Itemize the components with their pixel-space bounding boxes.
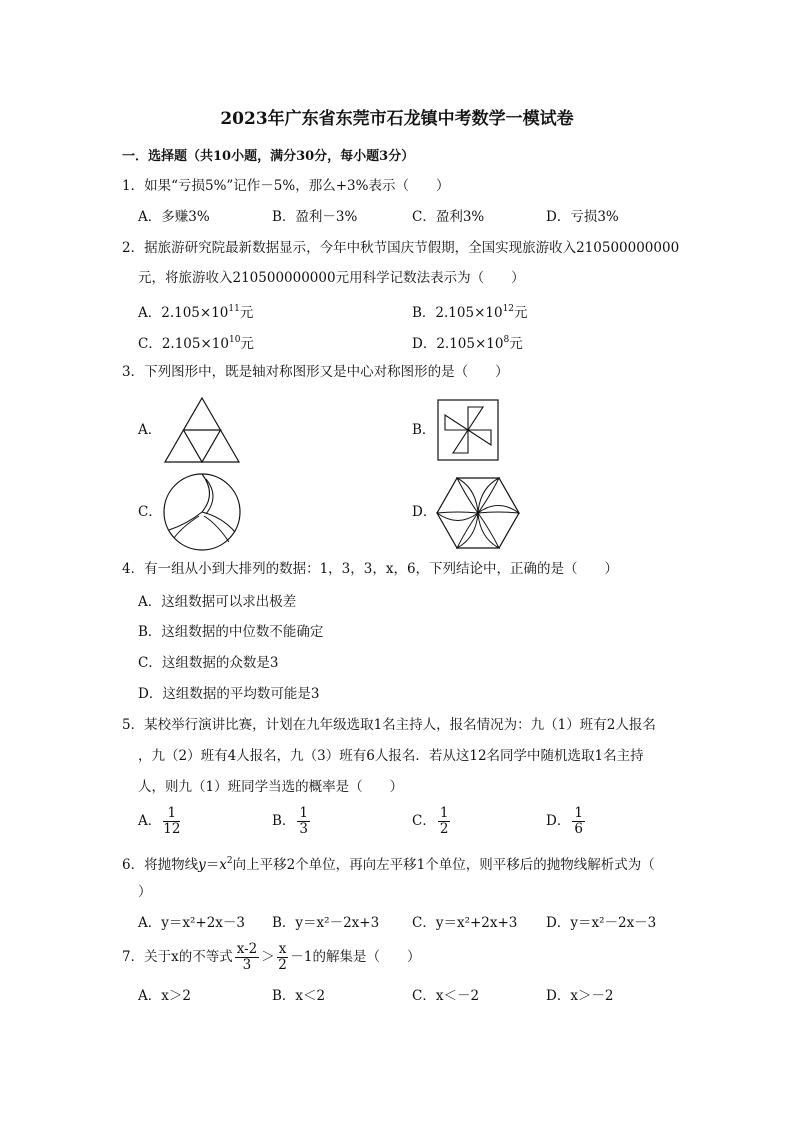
q2-option-a: A．$2.105\times 10^{11}$元 bbox=[138, 304, 254, 321]
q3-hexagon-flower-figure bbox=[436, 476, 520, 550]
question-5-stem-line-1: 5．某校举行演讲比赛，计划在九年级选取1名主持人，报名情况为：九（1）班有2人报名 bbox=[122, 717, 656, 733]
q5-option-d: D． $\frac{1}{6}$ bbox=[546, 805, 583, 837]
question-2-stem-line-2: 元，将旅游收入210500000000元用科学记数法表示为（ ） bbox=[138, 270, 525, 286]
question-1-stem: 1．如果“亏损5%”记作－5%，那么+3%表示（ ） bbox=[122, 178, 450, 194]
question-3-stem: 3．下列图形中，既是轴对称图形又是中心对称图形的是（ ） bbox=[122, 364, 509, 380]
q4-option-b: B．这组数据的中位数不能确定 bbox=[138, 624, 324, 640]
q1-option-b: B．盈利－3% bbox=[272, 209, 358, 225]
q1-option-d: D．亏损3% bbox=[546, 209, 619, 225]
q3-pinwheel-square-figure bbox=[437, 399, 499, 461]
q6-option-c: C．y＝x²+2x+3 bbox=[412, 915, 518, 931]
q6-option-d: D．y＝x²－2x－3 bbox=[546, 915, 657, 931]
q7-option-b: B．x＜2 bbox=[272, 988, 326, 1004]
q1-option-a: A．多赚3% bbox=[138, 209, 210, 225]
question-7-stem: 7．关于x的不等式 $\frac{x-2}{3}$ ＞ $\frac{x}{2}$ －1的解集是（ ） bbox=[122, 941, 421, 973]
q3-circle-blades-figure bbox=[162, 472, 242, 552]
q2-option-c: C．$2.105\times 10^{10}$元 bbox=[138, 335, 254, 352]
q4-option-d: D．这组数据的平均数可能是3 bbox=[138, 686, 320, 702]
question-5-stem-line-2: ，九（2）班有4人报名，九（3）班有6人报名．若从这12名同学中随机选取1名主持 bbox=[138, 748, 644, 764]
q7-fraction-right: $\frac{x}{2}$ bbox=[278, 941, 287, 973]
q5-option-c: C． $\frac{1}{2}$ bbox=[412, 805, 449, 837]
q4-option-a: A．这组数据可以求出极差 bbox=[138, 594, 297, 610]
question-4-stem: 4．有一组从小到大排列的数据：1，3，3，x，6，下列结论中，正确的是（ ） bbox=[122, 561, 619, 577]
question-6-stem-line-1: 6．将抛物线$y=x^2$向上平移2个单位，再向左平移1个单位，则平移后的抛物线解析式为（ bbox=[122, 856, 655, 873]
q3-triangle-figure bbox=[162, 395, 242, 465]
q7-option-c: C．x＜－2 bbox=[412, 988, 480, 1004]
q6-option-a: A．y＝x²+2x－3 bbox=[138, 915, 246, 931]
q3-option-b-label: B． bbox=[412, 422, 436, 438]
q4-option-c: C．这组数据的众数是3 bbox=[138, 655, 279, 671]
q2-option-d: D．$2.105\times 10^8$元 bbox=[412, 335, 523, 352]
q7-option-a: A．x＞2 bbox=[138, 988, 191, 1004]
question-2-stem-line-1: 2．据旅游研究院最新数据显示，今年中秋节国庆节假期，全国实现旅游收入210500000000 bbox=[122, 240, 680, 256]
section-heading: 一．选择题（共10小题，满分30分，每小题3分） bbox=[122, 149, 415, 164]
exam-title: 2023年广东省东莞市石龙镇中考数学一模试卷 bbox=[220, 109, 574, 129]
question-6-stem-line-2: ） bbox=[138, 884, 152, 900]
q2-option-b: B．$2.105\times 10^{12}$元 bbox=[412, 304, 528, 321]
q5-option-b: B． $\frac{1}{3}$ bbox=[272, 805, 309, 837]
q3-option-c-label: C． bbox=[138, 504, 162, 520]
q1-option-c: C．盈利3% bbox=[412, 209, 485, 225]
q3-option-d-label: D． bbox=[412, 504, 437, 520]
q7-fraction-left: $\frac{x-2}{3}$ bbox=[236, 941, 258, 973]
q6-option-b: B．y＝x²－2x+3 bbox=[272, 915, 380, 931]
q3-option-a-label: A． bbox=[138, 422, 162, 438]
q5-option-a: A． $\frac{1}{12}$ bbox=[138, 805, 181, 837]
q7-option-d: D．x＞－2 bbox=[546, 988, 614, 1004]
question-5-stem-line-3: 人，则九（1）班同学当选的概率是（ ） bbox=[138, 779, 404, 795]
